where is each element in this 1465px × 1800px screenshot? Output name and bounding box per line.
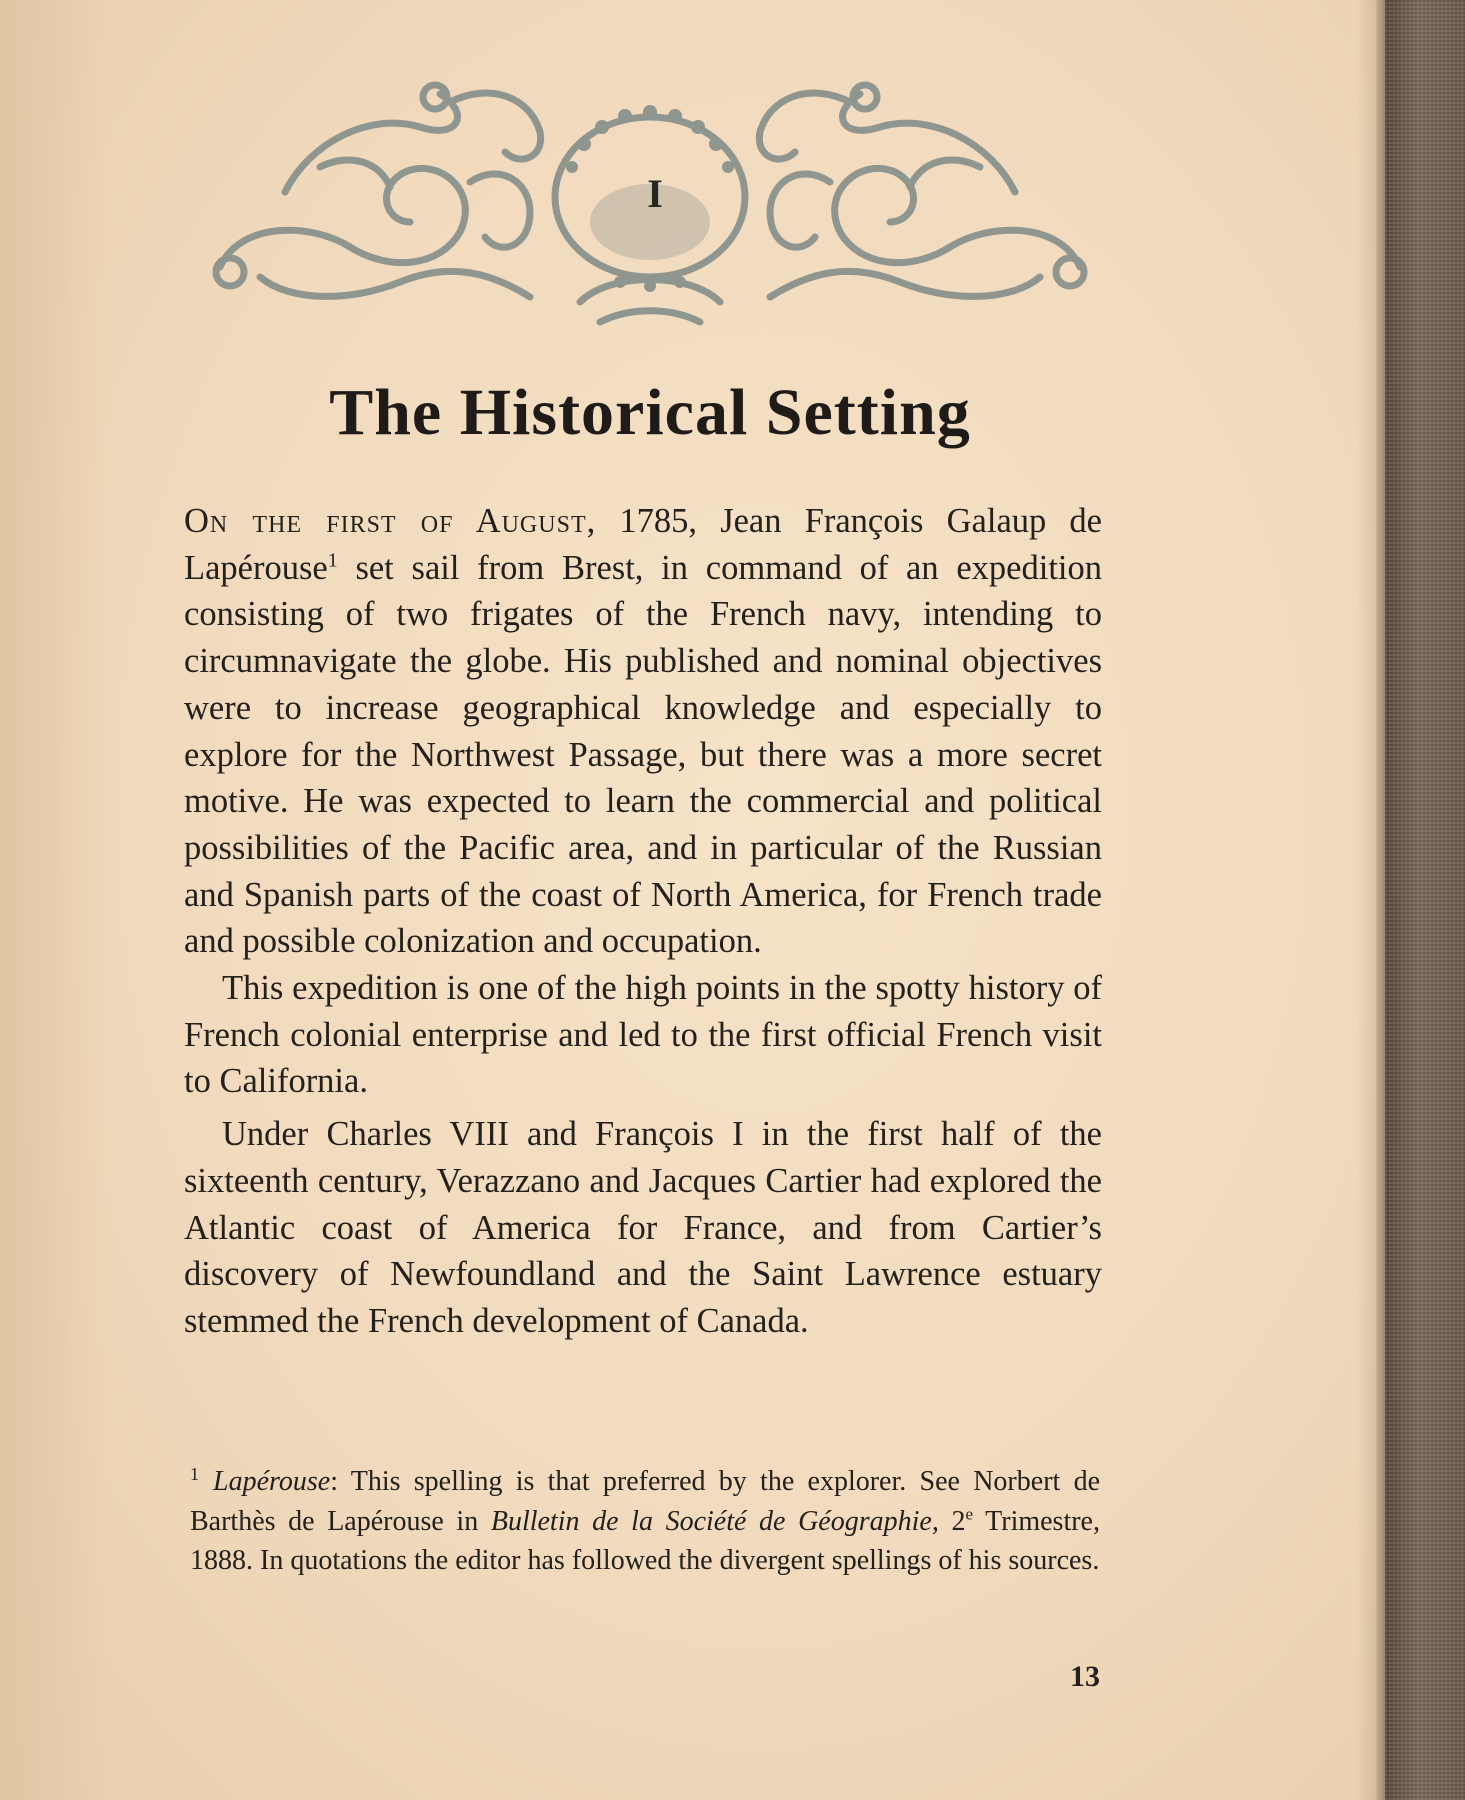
footnote-term: Lapérouse xyxy=(213,1466,331,1497)
footnote-reference: 1 xyxy=(327,549,338,572)
body-text xyxy=(184,498,1102,1345)
paragraph: This expedition is one of the high points in the spotty history of French colonial enterprise and led to the first official French visit to California. xyxy=(184,969,1102,1101)
chapter-number: I xyxy=(647,171,663,216)
right-scroll xyxy=(835,168,1080,267)
footnote-text-part: Trimestre, 1888. In quotations the editor has followed the divergent spellings of his sources. xyxy=(190,1505,1100,1576)
footnote-text-part: : This spelling is that preferred by the explorer. See Norbert de Barthès de Lapérouse in xyxy=(190,1466,1100,1537)
paragraph-text: 1785, Jean François Galaup de Lapérouse xyxy=(184,502,1102,587)
footnote-text-part: 2 xyxy=(938,1505,966,1537)
page-number: 13 xyxy=(1070,1660,1100,1693)
footnote-text xyxy=(190,1462,1100,1581)
footnote xyxy=(190,1462,1100,1581)
footnote-mark: 1 xyxy=(190,1463,199,1484)
left-scroll xyxy=(220,168,465,267)
footnote-ordinal: e xyxy=(965,1504,974,1524)
book-cloth-spine xyxy=(1385,0,1465,1800)
small-caps-lead: On the first of August, xyxy=(184,502,597,540)
paragraph xyxy=(184,498,1102,965)
paragraph: Under Charles VIII and François I in the first half of the sixteenth century, Verazzano and Jacques Cartier had explored the Atlantic coast of America for France, and from Cartier’s discovery of Newfoundland and the Saint Lawrence estuary stemmed the French development of Canada. xyxy=(184,1115,1102,1340)
chapter-title: The Historical Setting xyxy=(329,376,971,449)
paragraph-text: set sail from Brest, in command of an expedition consisting of two frigates of the French navy, intending to circumnavigate the globe. His published and nominal objectives were to increase geographical knowledge and especially to explore for the Northwest Passage, but there was a more secret motive. He was expected to learn the commercial and political possibilities of the Pacific area, and in particular of the Russian and Spanish parts of the coast of North America, for French trade and possible colonization and occupation. xyxy=(184,548,1102,961)
footnote-source-title: Bulletin de la Société de Géographie, xyxy=(490,1505,939,1537)
